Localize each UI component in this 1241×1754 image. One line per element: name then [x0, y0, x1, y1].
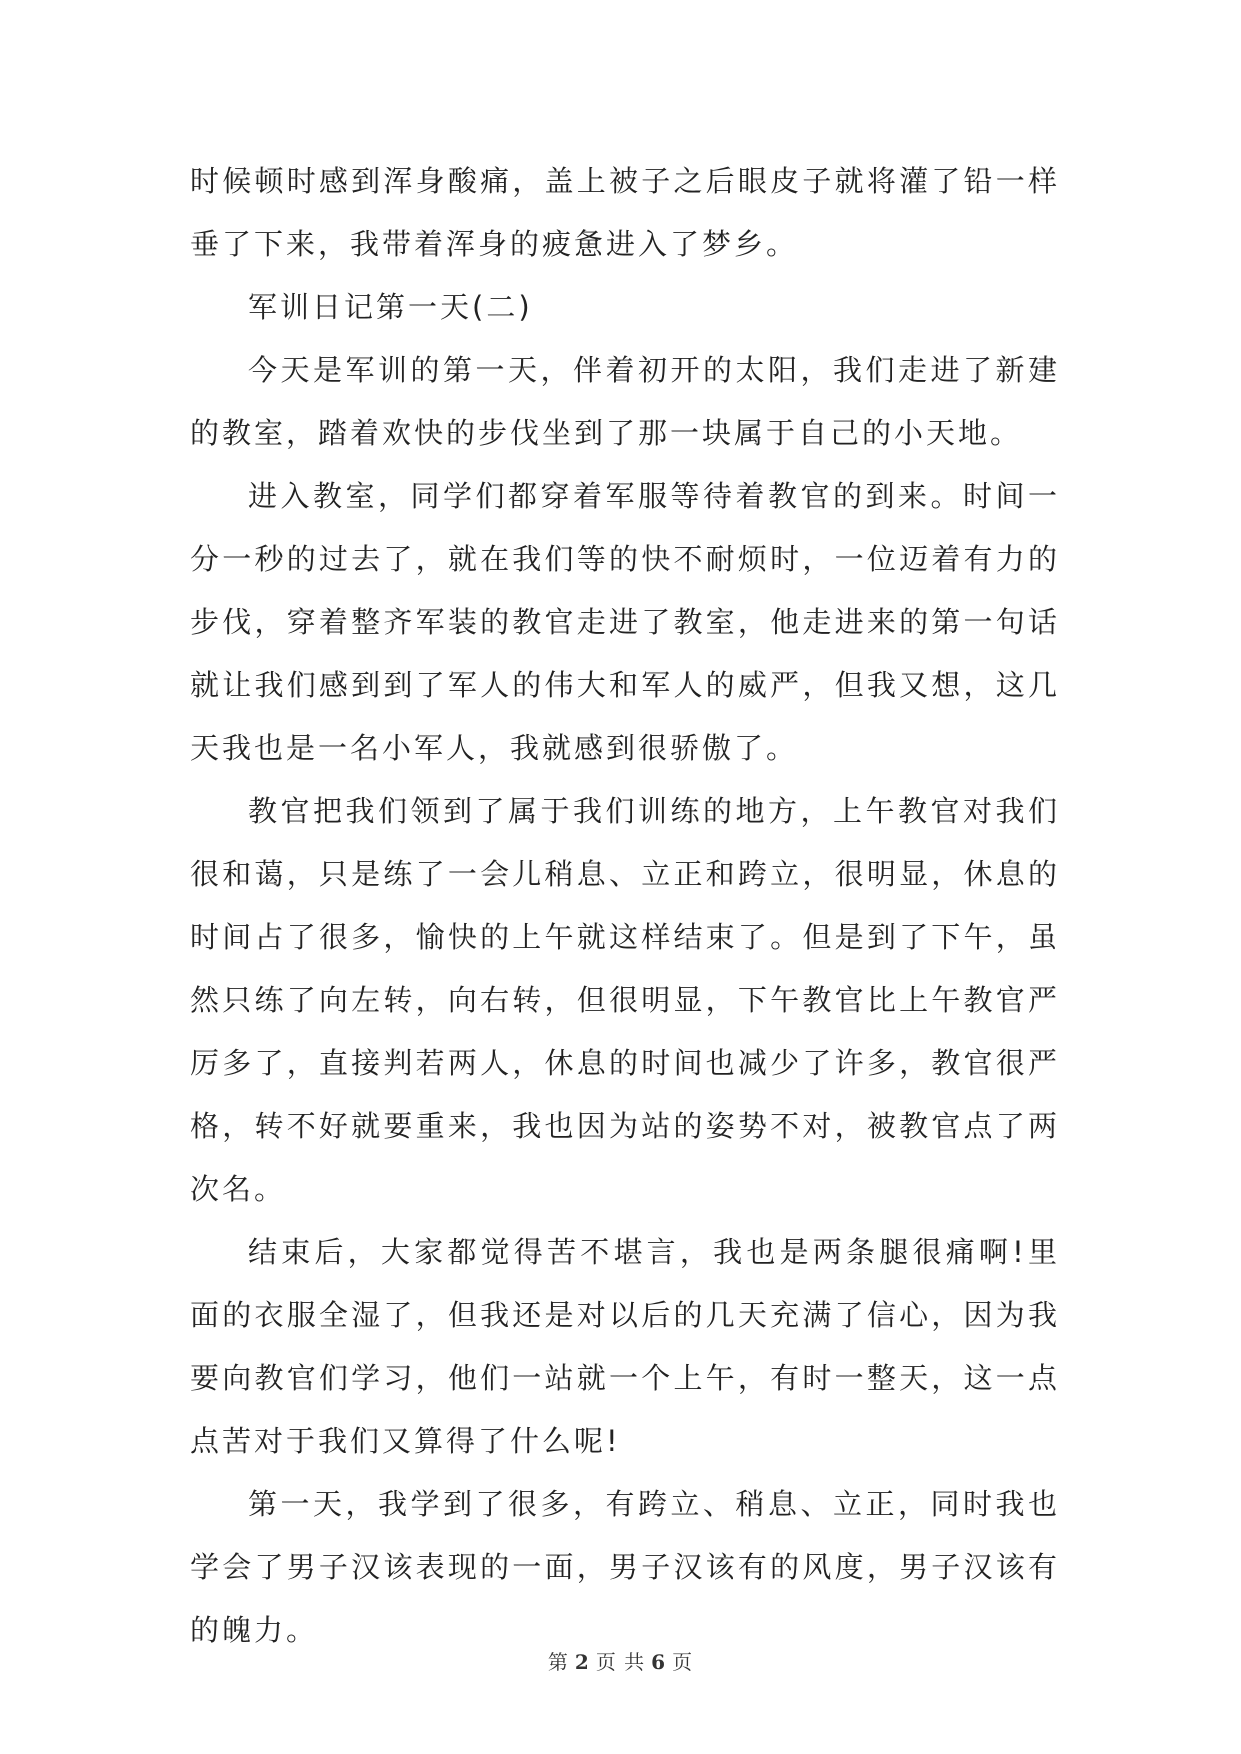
paragraph: 第一天，我学到了很多，有跨立、稍息、立正，同时我也学会了男子汉该表现的一面，男子汉该有的风度，男子汉该有的魄力。: [190, 1487, 1060, 1647]
current-page-number: 2: [574, 1650, 590, 1674]
document-body: [190, 150, 1060, 1662]
footer-prefix: 第: [547, 1650, 569, 1674]
paragraph: 今天是军训的第一天，伴着初开的太阳，我们走进了新建的教室，踏着欢快的步伐坐到了那一块属于自己的小天地。: [190, 353, 1060, 450]
footer-middle: 页 共: [595, 1650, 646, 1674]
section-heading: 军训日记第一天(二): [248, 290, 533, 324]
page-number-footer: [0, 1646, 1241, 1675]
paragraph: 进入教室，同学们都穿着军服等待着教官的到来。时间一分一秒的过去了，就在我们等的快不耐烦时，一位迈着有力的步伐，穿着整齐军装的教官走进了教室，他走进来的第一句话就让我们感到到了军人的伟大和军人的威严，但我又想，这几天我也是一名小军人，我就感到很骄傲了。: [190, 479, 1060, 765]
paragraph: 结束后，大家都觉得苦不堪言，我也是两条腿很痛啊!里面的衣服全湿了，但我还是对以后的几天充满了信心，因为我要向教官们学习，他们一站就一个上午，有时一整天，这一点点苦对于我们又算得了什么呢!: [190, 1235, 1060, 1458]
paragraph: 教官把我们领到了属于我们训练的地方，上午教官对我们很和蔼，只是练了一会儿稍息、立正和跨立，很明显，休息的时间占了很多，愉快的上午就这样结束了。但是到了下午，虽然只练了向左转，向右转，但很明显，下午教官比上午教官严厉多了，直接判若两人，休息的时间也减少了许多，教官很严格，转不好就要重来，我也因为站的姿势不对，被教官点了两次名。: [190, 794, 1060, 1206]
footer-suffix: 页: [672, 1650, 694, 1674]
paragraph: 时候顿时感到浑身酸痛，盖上被子之后眼皮子就将灌了铅一样垂了下来，我带着浑身的疲惫进入了梦乡。: [190, 164, 1060, 261]
total-page-number: 6: [651, 1650, 667, 1674]
